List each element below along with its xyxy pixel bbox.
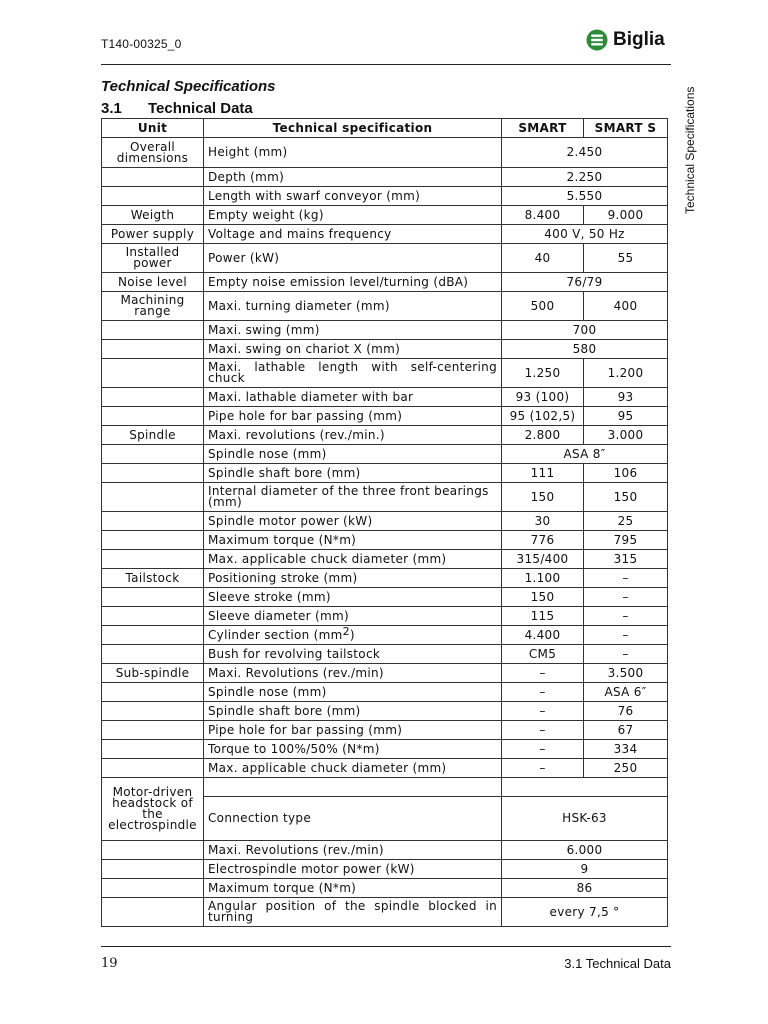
smart-value-cell: 150 bbox=[502, 588, 584, 607]
value-cell bbox=[502, 778, 668, 797]
smart-value-cell: 8.400 bbox=[502, 206, 584, 225]
value-cell: 400 V, 50 Hz bbox=[502, 225, 668, 244]
spec-cell: Depth (mm) bbox=[204, 168, 502, 187]
smart-value-cell: 1.250 bbox=[502, 359, 584, 388]
spec-cell: Spindle shaft bore (mm) bbox=[204, 702, 502, 721]
spec-text-suffix: ) bbox=[349, 627, 355, 642]
unit-cell: Spindle bbox=[102, 426, 204, 445]
smart-s-value-cell: 106 bbox=[584, 464, 668, 483]
table-row bbox=[102, 225, 668, 244]
biglia-logo bbox=[586, 28, 665, 52]
smart-value-cell: 111 bbox=[502, 464, 584, 483]
smart-value-cell: – bbox=[502, 702, 584, 721]
unit-cell bbox=[102, 626, 204, 645]
unit-cell bbox=[102, 483, 204, 512]
smart-s-value-cell: 150 bbox=[584, 483, 668, 512]
spec-cell: Electrospindle motor power (kW) bbox=[204, 860, 502, 879]
smart-s-value-cell: 76 bbox=[584, 702, 668, 721]
unit-cell bbox=[102, 588, 204, 607]
smart-s-value-cell: 3.500 bbox=[584, 664, 668, 683]
spec-cell: Internal diameter of the three front bearings (mm) bbox=[204, 483, 502, 512]
smart-value-cell: 315/400 bbox=[502, 550, 584, 569]
smart-value-cell: – bbox=[502, 721, 584, 740]
technical-data-table bbox=[101, 118, 668, 927]
smart-value-cell: 115 bbox=[502, 607, 584, 626]
spec-cell: Power (kW) bbox=[204, 244, 502, 273]
table-row bbox=[102, 879, 668, 898]
table-row bbox=[102, 273, 668, 292]
table-row bbox=[102, 588, 668, 607]
value-cell: 9 bbox=[502, 860, 668, 879]
spec-cell: Maxi. lathable diameter with bar bbox=[204, 388, 502, 407]
table-row bbox=[102, 645, 668, 664]
table-row bbox=[102, 607, 668, 626]
unit-cell: Overall dimensions bbox=[102, 138, 204, 168]
smart-value-cell: 93 (100) bbox=[502, 388, 584, 407]
table-header-row bbox=[102, 119, 668, 138]
table-row bbox=[102, 206, 668, 225]
spec-cell: Torque to 100%/50% (N*m) bbox=[204, 740, 502, 759]
spec-cell: Maxi. swing (mm) bbox=[204, 321, 502, 340]
table-row bbox=[102, 860, 668, 879]
unit-cell bbox=[102, 187, 204, 206]
spec-cell: Spindle shaft bore (mm) bbox=[204, 464, 502, 483]
unit-cell: Machining range bbox=[102, 292, 204, 321]
smart-s-value-cell: 25 bbox=[584, 512, 668, 531]
unit-cell: Weigth bbox=[102, 206, 204, 225]
table-row bbox=[102, 702, 668, 721]
unit-cell bbox=[102, 841, 204, 860]
table-row bbox=[102, 483, 668, 512]
table-row bbox=[102, 683, 668, 702]
smart-value-cell: 40 bbox=[502, 244, 584, 273]
spec-cell: Maxi. swing on chariot X (mm) bbox=[204, 340, 502, 359]
value-cell: ASA 8″ bbox=[502, 445, 668, 464]
page-number: 19 bbox=[101, 956, 118, 971]
smart-value-cell: – bbox=[502, 683, 584, 702]
value-cell: 5.550 bbox=[502, 187, 668, 206]
spec-cell: Max. applicable chuck diameter (mm) bbox=[204, 550, 502, 569]
value-cell: 6.000 bbox=[502, 841, 668, 860]
header-rule bbox=[101, 64, 671, 65]
spec-cell: Voltage and mains frequency bbox=[204, 225, 502, 244]
smart-value-cell: CM5 bbox=[502, 645, 584, 664]
smart-s-value-cell: 95 bbox=[584, 407, 668, 426]
table-row bbox=[102, 550, 668, 569]
unit-cell bbox=[102, 721, 204, 740]
table-row bbox=[102, 321, 668, 340]
smart-s-value-cell: – bbox=[584, 626, 668, 645]
smart-value-cell: – bbox=[502, 664, 584, 683]
spec-text: Cylinder section (mm bbox=[208, 627, 343, 642]
smart-value-cell: 95 (102,5) bbox=[502, 407, 584, 426]
table-row bbox=[102, 531, 668, 550]
section-title: Technical Specifications bbox=[101, 78, 276, 95]
spec-cell: Height (mm) bbox=[204, 138, 502, 168]
table-row bbox=[102, 359, 668, 388]
footer-rule bbox=[101, 946, 671, 947]
unit-cell bbox=[102, 879, 204, 898]
smart-s-value-cell: – bbox=[584, 588, 668, 607]
smart-s-value-cell: 93 bbox=[584, 388, 668, 407]
smart-s-value-cell: 250 bbox=[584, 759, 668, 778]
spec-cell: Maximum torque (N*m) bbox=[204, 531, 502, 550]
unit-cell: Motor-driven headstock of the electrospindle bbox=[102, 778, 204, 841]
table-row bbox=[102, 445, 668, 464]
biglia-logo-icon bbox=[586, 29, 608, 51]
smart-s-value-cell: 795 bbox=[584, 531, 668, 550]
smart-s-value-cell: 334 bbox=[584, 740, 668, 759]
footer-section-reference: 3.1 Technical Data bbox=[564, 956, 671, 971]
spec-cell: Maxi. revolutions (rev./min.) bbox=[204, 426, 502, 445]
unit-cell bbox=[102, 445, 204, 464]
smart-s-value-cell: ASA 6″ bbox=[584, 683, 668, 702]
table-row bbox=[102, 626, 668, 645]
spec-cell: Pipe hole for bar passing (mm) bbox=[204, 407, 502, 426]
spec-cell bbox=[204, 626, 502, 645]
spec-cell: Pipe hole for bar passing (mm) bbox=[204, 721, 502, 740]
table-row bbox=[102, 778, 668, 797]
unit-cell bbox=[102, 531, 204, 550]
smart-s-value-cell: 1.200 bbox=[584, 359, 668, 388]
smart-value-cell: – bbox=[502, 759, 584, 778]
table-row bbox=[102, 168, 668, 187]
table-row bbox=[102, 187, 668, 206]
superscript: 2 bbox=[342, 625, 350, 638]
unit-cell bbox=[102, 759, 204, 778]
spec-cell: Spindle nose (mm) bbox=[204, 683, 502, 702]
table-row bbox=[102, 721, 668, 740]
spec-cell: Angular position of the spindle blocked in turning bbox=[204, 898, 502, 927]
smart-s-value-cell: 55 bbox=[584, 244, 668, 273]
spec-cell bbox=[204, 778, 502, 797]
table-row bbox=[102, 898, 668, 927]
unit-cell bbox=[102, 512, 204, 531]
smart-s-value-cell: 67 bbox=[584, 721, 668, 740]
unit-cell bbox=[102, 683, 204, 702]
smart-value-cell: 2.800 bbox=[502, 426, 584, 445]
unit-cell bbox=[102, 550, 204, 569]
table-row bbox=[102, 759, 668, 778]
unit-cell bbox=[102, 607, 204, 626]
smart-value-cell: – bbox=[502, 740, 584, 759]
spec-cell: Bush for revolving tailstock bbox=[204, 645, 502, 664]
unit-cell bbox=[102, 898, 204, 927]
value-cell: 76/79 bbox=[502, 273, 668, 292]
unit-cell bbox=[102, 464, 204, 483]
spec-cell: Sleeve stroke (mm) bbox=[204, 588, 502, 607]
value-cell: every 7,5 ° bbox=[502, 898, 668, 927]
value-cell: 86 bbox=[502, 879, 668, 898]
value-cell: 2.450 bbox=[502, 138, 668, 168]
table-row bbox=[102, 138, 668, 168]
smart-s-value-cell: – bbox=[584, 607, 668, 626]
spec-cell: Maxi. Revolutions (rev./min) bbox=[204, 841, 502, 860]
smart-s-value-cell: 3.000 bbox=[584, 426, 668, 445]
spec-cell: Length with swarf conveyor (mm) bbox=[204, 187, 502, 206]
unit-cell bbox=[102, 407, 204, 426]
spec-cell: Positioning stroke (mm) bbox=[204, 569, 502, 588]
unit-cell bbox=[102, 860, 204, 879]
subsection-heading bbox=[101, 100, 253, 117]
unit-cell bbox=[102, 321, 204, 340]
value-cell: HSK-63 bbox=[502, 797, 668, 841]
table-row bbox=[102, 388, 668, 407]
table-row bbox=[102, 464, 668, 483]
smart-value-cell: 500 bbox=[502, 292, 584, 321]
header-unit: Unit bbox=[102, 119, 204, 138]
smart-value-cell: 4.400 bbox=[502, 626, 584, 645]
smart-s-value-cell: 315 bbox=[584, 550, 668, 569]
table-row bbox=[102, 740, 668, 759]
smart-s-value-cell: – bbox=[584, 645, 668, 664]
unit-cell: Tailstock bbox=[102, 569, 204, 588]
table-row bbox=[102, 426, 668, 445]
spec-cell: Maxi. turning diameter (mm) bbox=[204, 292, 502, 321]
table-row bbox=[102, 340, 668, 359]
spec-cell: Spindle nose (mm) bbox=[204, 445, 502, 464]
header-smart-s: SMART S bbox=[584, 119, 668, 138]
spec-cell: Spindle motor power (kW) bbox=[204, 512, 502, 531]
spec-cell: Maxi. lathable length with self-centering chuck bbox=[204, 359, 502, 388]
unit-cell: Sub-spindle bbox=[102, 664, 204, 683]
header-spec: Technical specification bbox=[204, 119, 502, 138]
unit-cell bbox=[102, 388, 204, 407]
table-row bbox=[102, 244, 668, 273]
spec-cell: Empty noise emission level/turning (dBA) bbox=[204, 273, 502, 292]
table-row bbox=[102, 512, 668, 531]
unit-cell bbox=[102, 168, 204, 187]
spec-cell: Sleeve diameter (mm) bbox=[204, 607, 502, 626]
unit-cell bbox=[102, 702, 204, 721]
table-row bbox=[102, 407, 668, 426]
header-smart: SMART bbox=[502, 119, 584, 138]
smart-value-cell: 1.100 bbox=[502, 569, 584, 588]
value-cell: 700 bbox=[502, 321, 668, 340]
table-row bbox=[102, 569, 668, 588]
spec-cell: Connection type bbox=[204, 797, 502, 841]
unit-cell: Noise level bbox=[102, 273, 204, 292]
subsection-number: 3.1 bbox=[101, 100, 122, 117]
spec-cell: Maxi. Revolutions (rev./min) bbox=[204, 664, 502, 683]
side-chapter-label: Technical Specifications bbox=[683, 86, 697, 214]
smart-s-value-cell: 400 bbox=[584, 292, 668, 321]
value-cell: 580 bbox=[502, 340, 668, 359]
unit-cell: Installed power bbox=[102, 244, 204, 273]
unit-cell bbox=[102, 740, 204, 759]
spec-cell: Max. applicable chuck diameter (mm) bbox=[204, 759, 502, 778]
smart-value-cell: 150 bbox=[502, 483, 584, 512]
unit-cell bbox=[102, 359, 204, 388]
table-row bbox=[102, 664, 668, 683]
smart-s-value-cell: – bbox=[584, 569, 668, 588]
smart-value-cell: 30 bbox=[502, 512, 584, 531]
spec-cell: Maximum torque (N*m) bbox=[204, 879, 502, 898]
value-cell: 2.250 bbox=[502, 168, 668, 187]
table-row bbox=[102, 292, 668, 321]
unit-cell bbox=[102, 340, 204, 359]
document-id: T140-00325_0 bbox=[101, 37, 182, 51]
subsection-title: Technical Data bbox=[148, 100, 253, 117]
logo-text: Biglia bbox=[613, 29, 665, 50]
table-row bbox=[102, 841, 668, 860]
unit-cell bbox=[102, 645, 204, 664]
spec-cell: Empty weight (kg) bbox=[204, 206, 502, 225]
smart-s-value-cell: 9.000 bbox=[584, 206, 668, 225]
smart-value-cell: 776 bbox=[502, 531, 584, 550]
unit-cell: Power supply bbox=[102, 225, 204, 244]
